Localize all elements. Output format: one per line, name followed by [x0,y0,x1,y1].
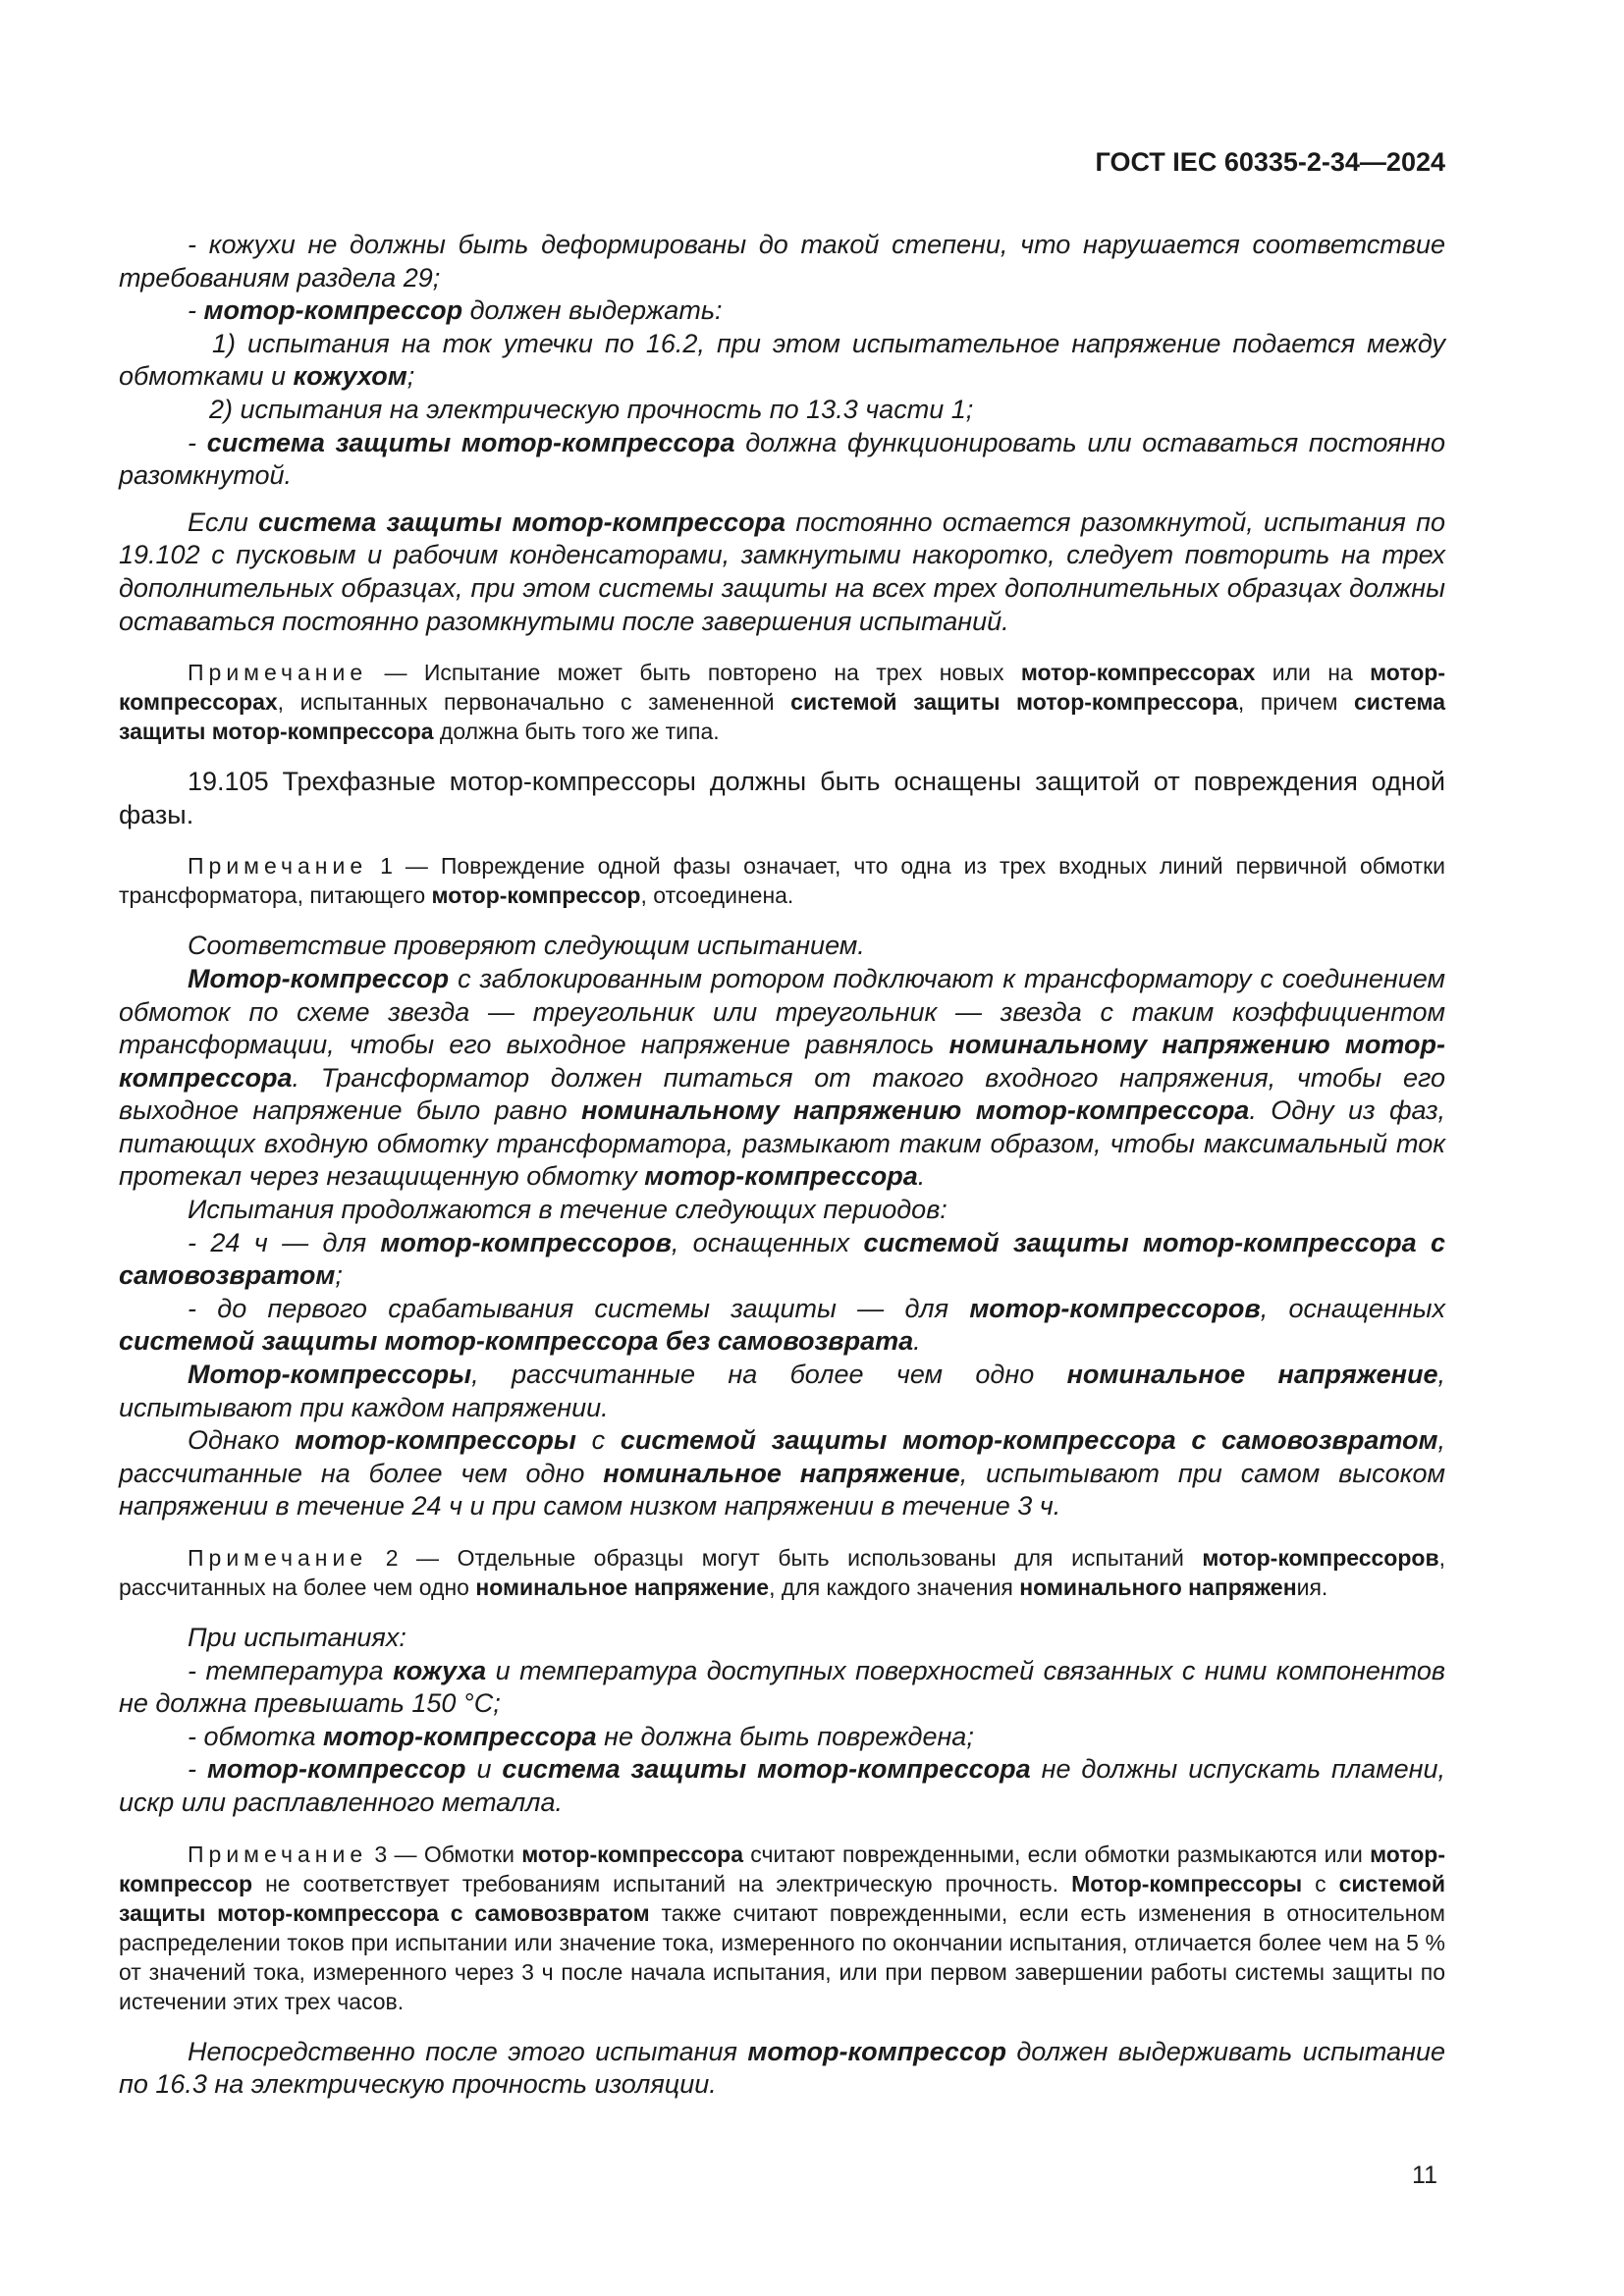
text-run: , испытывают при самом высоком напряжении в течение 24 ч и при самом низком напряжении в течение 3 ч. [119,1458,1445,1522]
paragraph [119,1194,1445,1227]
text-run: с [575,1425,621,1456]
text-run: 19.105 Трехфазные мотор-компрессоры должны быть оснащены защитой от повреждения одной фазы. [119,767,1445,829]
term-bold: Мотор-компрессоры [188,1360,472,1390]
term-bold: номинальное напряжение [603,1458,960,1488]
text-run: - температура [188,1655,394,1685]
clause-paragraph [119,766,1445,831]
text-run: считают поврежденными, если обмотки размыкаются или [743,1841,1371,1867]
term-bold: мотор-компрессоры [295,1425,576,1456]
term-bold: мотор-компрессоров [1202,1545,1439,1571]
term-bold: система защиты мотор-компрессора [119,689,1445,745]
text-run: должен выдержать: [462,295,723,326]
paragraph [119,2036,1445,2102]
term-bold: мотор-компрессора [644,1161,918,1192]
paragraph [119,1753,1445,1819]
term-bold: мотор-компрессор [431,882,641,909]
document-header: ГОСТ IEC 60335-2-34—2024 [1095,147,1445,177]
text-run: , оснащенных [671,1227,864,1257]
text-run: , причем [1237,689,1355,716]
text-run: . [917,1161,926,1192]
term-bold: Мотор-компрессор [188,963,450,993]
paragraph [119,1721,1445,1754]
text-run: , рассчитанные на более чем одно [119,1425,1445,1488]
text-run: также считают поврежденными, если есть изменения в относительном распределении токов при испытании или значение тока, измеренного по окончании испытания, отличается более чем на 5 % от значений тока, измеренного через 3 ч после начала испытания, или при первом завершении работы системы защиты по истечении этих трех часов. [119,1899,1445,2014]
text-run: не должна быть повреждена; [596,1721,974,1751]
paragraph [119,1424,1445,1523]
text-run: Однако [188,1425,296,1456]
text-run: 2 — Отдельные образцы могут быть использованы для испытаний [367,1545,1203,1571]
paragraph [119,328,1445,394]
text-run: - обмотка [188,1721,323,1751]
text-run: При испытаниях: [188,1623,406,1652]
term-bold: номинальное напряжение [475,1575,770,1600]
text-run: 1 — Повреждение одной фазы означает, что одна из трех входных линий первичной обмотки трансформатора, питающего [119,853,1445,909]
paragraph [119,930,1445,963]
text-run: , для каждого значения [769,1575,1020,1600]
text-run: Непосредственно после этого испытания [188,2036,748,2066]
text-run: - кожухи не должны быть деформированы до такой степени, что нарушается соответствие требованиям раздела 29; [119,230,1445,293]
text-run: , отсоединена. [640,882,794,909]
text-run: и температура доступных поверхностей связанных с ними компонентов не должна превышать 150 °С; [119,1655,1445,1719]
document-body [119,229,1445,2102]
note-label: Примечание [188,1841,368,1867]
term-bold: мотор-компрессоров [969,1293,1261,1323]
text-run: Если [188,507,259,537]
page-number: 11 [1412,2162,1437,2189]
note [119,851,1445,910]
text-run: с заблокированным ротором подключают к трансформатору с соединением обмоток по схеме звезда — треугольник или треугольник — звезда с таким коэффициентом трансформации, чтобы его выходное напряжение равнялось [119,963,1445,1060]
text-run: - 24 ч — для [188,1227,381,1257]
term-bold: мотор-компрессорах [1020,660,1256,686]
term-bold: номинального напряжен [1019,1575,1297,1600]
text-run: с [1302,1870,1339,1896]
term-bold: системой защиты мотор-компрессора [790,689,1238,716]
note [119,1840,1445,2016]
text-run: . Одну из фаз, питающих входную обмотку трансформатора, размыкают таким образом, чтобы максимальный ток протекал через незащищенную обмотку [119,1095,1446,1192]
text-run: — Испытание может быть повторено на трех новых [367,660,1021,686]
term-bold: номинальному напряжению мотор-компрессора [119,1030,1446,1093]
text-run: . [913,1326,921,1357]
text-run: должен выдерживать испытание по 16.3 на электрическую прочность изоляции. [119,2036,1446,2100]
term-bold: мотор-компрессор [747,2036,1006,2066]
term-bold: мотор-компрессора [322,1721,597,1751]
paragraph [119,1227,1445,1293]
text-run: - до первого срабатывания системы защиты — для [188,1293,970,1323]
text-run: 2) испытания на электрическую прочность по 13.3 части 1; [209,394,974,424]
paragraph [119,394,1445,427]
paragraph [119,294,1445,328]
paragraph [119,1655,1445,1721]
term-bold: система защиты мотор-компрессора [502,1754,1031,1785]
text-run: - [188,1754,207,1785]
term-bold: системой защиты мотор-компрессора с самовозвратом [119,1870,1445,1926]
text-run: ия. [1296,1575,1328,1600]
paragraph [119,427,1445,493]
paragraph [119,229,1445,294]
term-bold: системой защиты мотор-компрессора с самовозвратом [620,1425,1438,1456]
text-run: ; [335,1260,343,1291]
term-bold: Мотор-компрессоры [1071,1870,1303,1896]
text-run: и [465,1754,503,1785]
text-run: - [188,427,207,457]
paragraph [119,963,1445,1194]
paragraph [119,1359,1445,1424]
text-run: - [188,295,204,326]
note [119,1543,1445,1602]
term-bold: мотор-компрессоров [380,1227,672,1257]
paragraph [119,507,1445,638]
text-run: не должны испускать пламени, искр или расплавленного металла. [119,1754,1445,1817]
term-bold: кожухом [293,361,407,392]
term-bold: система защиты мотор-компрессора [206,427,735,457]
text-run: должна функционировать или оставаться постоянно разомкнутой. [119,427,1445,491]
text-run: должна быть того же типа. [433,719,720,745]
text-run: или на [1255,660,1371,686]
text-run: , рассчитанных на более чем одно [119,1545,1445,1600]
note [119,658,1445,746]
text-run: , рассчитанные на более чем одно [471,1360,1067,1390]
text-run: . Трансформатор должен питаться от такого входного напряжения, чтобы его выходное напряжение было равно [119,1062,1445,1126]
term-bold: мотор-компрессора [521,1841,743,1867]
paragraph [119,1622,1445,1655]
text-run: , испытанных первоначально с замененной [277,689,791,716]
term-bold: мотор-компрессор [119,1841,1445,1896]
text-run: Испытания продолжаются в течение следующих периодов: [188,1195,947,1225]
term-bold: номинальному напряжению мотор-компрессора [581,1095,1250,1126]
term-bold: системой защиты мотор-компрессора с самовозвратом [119,1227,1445,1291]
text-run: 3 — Обмотки [367,1841,522,1867]
term-bold: номинальное напряжение [1066,1360,1438,1390]
text-run: постоянно остается разомкнутой, испытания по 19.102 с пусковым и рабочим конденсаторами, замкнутыми накоротко, следует повторить на трех дополнительных образцах, при этом системы защиты на всех трех дополнительных образцах должны оставаться постоянно разомкнутыми после завершения испытаний. [119,507,1445,636]
note-label: Примечание [188,853,368,880]
text-run: Соответствие проверяют следующим испытанием. [188,931,865,961]
text-run: , оснащенных [1260,1293,1445,1323]
term-bold: система защиты мотор-компрессора [258,507,786,537]
text-run: ; [406,361,415,392]
text-run: не соответствует требованиям испытаний на электрическую прочность. [252,1870,1072,1896]
note-label: Примечание [188,1545,368,1571]
term-bold: кожуха [393,1655,487,1685]
term-bold: мотор-компрессорах [119,660,1445,716]
paragraph [119,1293,1445,1359]
term-bold: мотор-компрессор [206,1754,466,1785]
note-label: Примечание [188,660,368,686]
term-bold: мотор-компрессор [203,295,463,326]
term-bold: системой защиты мотор-компрессора без самовозврата [119,1326,914,1357]
text-run: 1) испытания на ток утечки по 16.2, при этом испытательное напряжение подается между обмотками и [119,328,1445,392]
text-run: , испытывают при каждом напряжении. [119,1360,1445,1422]
